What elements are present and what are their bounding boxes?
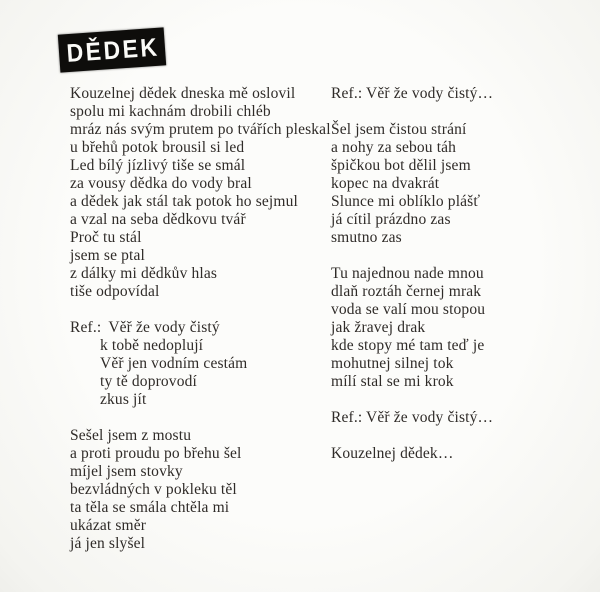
verse-block [70,427,320,553]
lyric-line: z dálky mi dědkův hlas [70,265,218,282]
refrain-label: Ref.: [70,319,102,336]
lyric-line: jak žravej drak [331,319,426,336]
verse-block [70,85,331,301]
lyric-line: Led bílý jízlivý tiše se smál [70,157,246,174]
lyric-line: Sešel jsem z mostu [70,427,192,444]
verse-block [331,265,571,391]
lyric-line: Kouzelnej dědek… [331,445,454,462]
lyric-line: spolu mi kachnám drobili chléb [70,103,271,120]
lyric-line: špičkou bot dělil jsem [331,157,471,174]
lyrics-column-left [70,85,331,553]
lyric-line: za vousy dědka do vody bral [70,175,252,192]
lyric-line: Šel jsem čistou strání [331,121,467,138]
lyric-line: mohutnej silnej tok [331,355,454,372]
lyric-line: Tu najednou nade mnou [331,265,484,282]
song-title: DĚDEK [65,31,161,67]
song-title-badge [58,27,166,72]
lyric-line: mráz nás svým prutem po tvářích pleskal [70,121,331,138]
lyric-line: voda se valí mou stopou [331,301,486,318]
lyric-line: a dědek jak stál tak potok ho sejmul [70,193,298,210]
lyric-line: ty tě doprovodí [100,373,197,390]
lyric-line: Ref.: Věř že vody čistý… [331,85,494,102]
lyrics-column-right [331,85,571,463]
lyric-line: ukázat směr [70,517,147,534]
lyric-line: Ref.: Věř že vody čistý… [331,409,494,426]
lyric-line: Slunce mi oblíklo plášť [331,193,481,210]
lyric-line: a nohy za sebou táh [331,139,457,156]
lyric-line: mílí stal se mi krok [331,373,454,390]
lyric-line: Ref.: Věř že vody čistý [70,319,220,336]
lyric-line: kde stopy mé tam teď je [331,337,485,354]
lyric-line: ta těla se smála chtěla mi [70,499,230,516]
lyric-line: míjel jsem stovky [70,463,183,480]
outro-block [331,445,571,463]
lyric-line: a vzal na seba dědkovu tvář [70,211,246,228]
lyric-line: Kouzelnej dědek dneska mě oslovil [70,85,296,102]
lyric-line: u břehů potok brousil si led [70,139,245,156]
lyric-line: bezvládných v pokleku těl [70,481,237,498]
lyric-line: a proti proudu po břehu šel [70,445,242,462]
refrain-block [70,319,320,409]
lyric-line: kopec na dvakrát [331,175,440,192]
lyric-line: smutno zas [331,229,402,246]
lyric-line: Věř jen vodním cestám [100,355,248,372]
verse-block [331,121,571,247]
lyric-line: tiše odpovídal [70,283,160,300]
lyric-line: dlaň roztáh černej mrak [331,283,482,300]
refrain-reference-block [331,85,571,103]
lyric-line: já cítil prázdno zas [331,211,451,228]
lyric-line: jsem se ptal [70,247,145,264]
lyric-line: Proč tu stál [70,229,142,246]
refrain-reference-block [331,409,571,427]
lyric-line: zkus jít [100,391,147,408]
lyric-line: k tobě nedoplují [100,337,204,354]
lyric-line: já jen slyšel [70,535,146,552]
